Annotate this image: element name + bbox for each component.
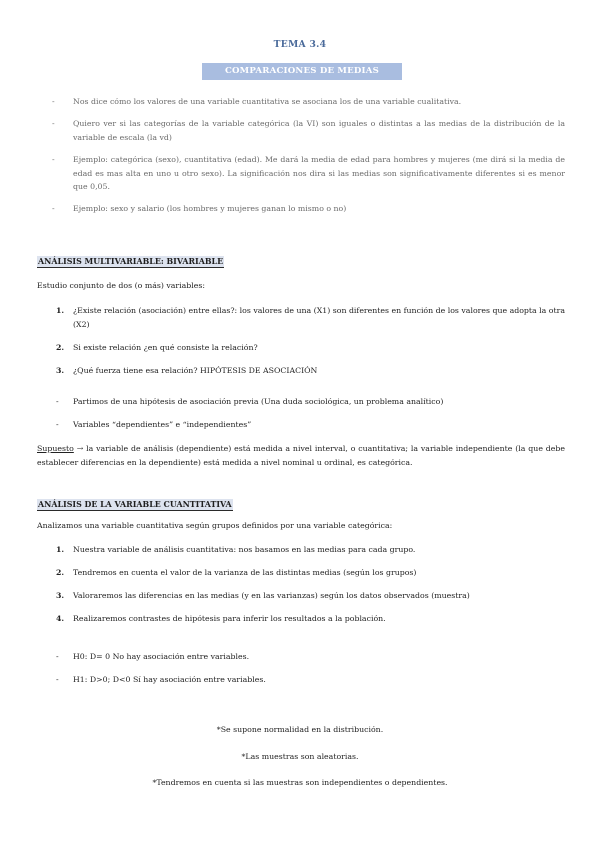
bullet-dash: - xyxy=(56,652,59,661)
item-number: 2. xyxy=(56,343,65,352)
bullet-text: Variables “dependientes” e “independientes” xyxy=(73,420,252,429)
supuesto-label: Supuesto xyxy=(37,444,74,453)
item-number: 1. xyxy=(56,545,65,554)
footnote: *Tendremos en cuenta si las muestras son independientes o dependientes. xyxy=(152,778,448,787)
footnote: *Se supone normalidad en la distribución. xyxy=(216,725,384,734)
bullet-dash: - xyxy=(52,97,55,106)
hypothesis-text: H1: D>0; D<0 Sí hay asociación entre variables. xyxy=(73,675,266,684)
item-text: Realizaremos contrastes de hipótesis para inferir los resultados a la población. xyxy=(73,614,386,623)
supuesto-text: la variable de análisis (dependiente) está medida a nivel interval, o cuantitativa; la variable independiente (la que debe establecer diferencias en la dependiente) está medida a nivel nominal u ordinal, es categórica. xyxy=(37,444,566,467)
bullet-dash: - xyxy=(52,119,55,128)
intro-bullet-text: Ejemplo: sexo y salario (los hombres y mujeres ganan lo mismo o no) xyxy=(73,204,347,213)
bullet-dash: - xyxy=(56,420,59,429)
item-number: 1. xyxy=(56,306,65,315)
intro-bullet-text: Ejemplo: categórica (sexo), cuantitativa (edad). Me dará la media de edad para hombres y mujeres (me dirá si la media de edad es mas alta en uno u otro sexo). La significación nos dira si las medias son significativamente diferentes si es menor que 0,05. xyxy=(73,155,565,192)
item-number: 2. xyxy=(56,568,65,577)
supuesto-paragraph xyxy=(37,442,565,469)
bullet-dash: - xyxy=(56,675,59,684)
item-text: ¿Existe relación (asociación) entre ellas?: los valores de una (X1) son diferentes en función de los valores que adopta la otra (X2) xyxy=(73,306,565,329)
arrow-symbol: → xyxy=(76,444,84,453)
item-number: 4. xyxy=(56,614,65,623)
item-text: ¿Qué fuerza tiene esa relación? HIPÓTESIS DE ASOCIACIÓN xyxy=(73,366,318,375)
item-number: 3. xyxy=(56,366,65,375)
bullet-text: Partimos de una hipótesis de asociación previa (Una duda sociológica, un problema analítico) xyxy=(73,397,444,406)
topic-title: TEMA 3.4 xyxy=(273,39,327,50)
section-intro: Estudio conjunto de dos (o más) variables: xyxy=(37,281,206,290)
bullet-dash: - xyxy=(52,155,55,164)
item-number: 3. xyxy=(56,591,65,600)
section-heading-bivariable: ANÁLISIS MULTIVARIABLE: BIVARIABLE xyxy=(38,257,224,266)
item-text: Valoraremos las diferencias en las medias (y en las varianzas) según los datos observados (muestra) xyxy=(73,591,470,600)
item-text: Si existe relación ¿en qué consiste la relación? xyxy=(73,343,258,352)
bullet-dash: - xyxy=(52,204,55,213)
intro-bullet-text: Nos dice cómo los valores de una variable cuantitativa se asociana los de una variable cualitativa. xyxy=(73,97,462,106)
bullet-dash: - xyxy=(56,397,59,406)
hypothesis-text: H0: D= 0 No hay asociación entre variables. xyxy=(73,652,250,661)
item-text: Tendremos en cuenta el valor de la varianza de las distintas medias (según los grupos) xyxy=(73,568,417,577)
section-heading-cuantitativa: ANÁLISIS DE LA VARIABLE CUANTITATIVA xyxy=(38,500,232,509)
footnote: *Las muestras son aleatorias. xyxy=(241,752,359,761)
section-intro: Analizamos una variable cuantitativa según grupos definidos por una variable categórica: xyxy=(37,521,393,530)
item-text: Nuestra variable de análisis cuantitativa: nos basamos en las medias para cada grupo. xyxy=(73,545,416,554)
intro-bullet-text: Quiero ver si las categorías de la variable categórica (la VI) son iguales o distintas a las medias de la distribución de la variable de escala (la vd) xyxy=(73,119,565,142)
title-banner: COMPARACIONES DE MEDIAS xyxy=(202,63,402,80)
